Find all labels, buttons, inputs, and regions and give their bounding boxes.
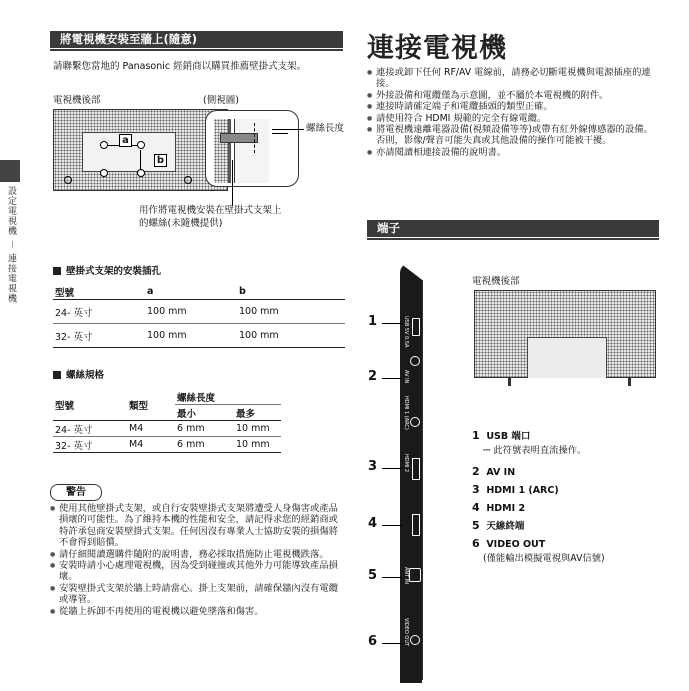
- usb-port-icon: [412, 318, 420, 336]
- hole-cell: 100 mm: [237, 300, 345, 324]
- hole-table-heading-text: 壁掛式支架的安裝插孔: [66, 266, 162, 277]
- connect-note: ● 外接設備和電纜僅為示意圖，並不屬於本電視機的附件。: [367, 90, 657, 101]
- port-label-video: VIDEO OUT: [403, 618, 409, 647]
- caption-leader-line: [232, 160, 233, 206]
- table-row: [53, 300, 345, 324]
- terminal-area: [527, 337, 607, 378]
- connect-note: ● 亦請閱讀相連接設備的說明書。: [367, 147, 657, 158]
- callout-3: 3: [368, 459, 378, 474]
- port-label-hdmi1: HDMI 1 (ARC): [403, 396, 409, 430]
- rear-view-label: 電視機後部: [53, 95, 101, 106]
- screw-length-marker: [254, 123, 256, 153]
- terminal-label: HDMI 1 (ARC): [486, 485, 559, 496]
- screw-cell: M4: [127, 421, 175, 437]
- terminal-num: 3: [472, 483, 480, 496]
- screw-col-length: 螺絲長度: [175, 389, 281, 405]
- hole-table-heading: [53, 263, 161, 277]
- screw-col-model: 型號: [53, 389, 127, 421]
- terminal-num: 1: [472, 429, 480, 442]
- terminal-label: USB 端口: [486, 431, 531, 442]
- connect-note: ● 將電視機遠離電器設備(視頻設備等等)或帶有紅外線傳感器的設備。否則，影像/聲音可能失真或其他設備的操作可能被干擾。: [367, 124, 657, 147]
- list-item: [472, 499, 605, 517]
- list-item: [472, 517, 605, 535]
- hole-cell: 32- 英寸: [53, 324, 145, 348]
- bracket: [228, 119, 231, 183]
- square-bullet-icon: [53, 371, 61, 379]
- mount-hole-icon: [137, 141, 145, 149]
- warning-item: ● 安裝壁掛式支架於牆上時請當心。掛上支架前，請確保牆內沒有電纜或導管。: [50, 583, 340, 606]
- terminal-label: 天線終端: [486, 521, 525, 532]
- terminal-num: 6: [472, 537, 480, 550]
- tv-rear-diagram: [53, 109, 228, 191]
- screw-col-max: 最多: [234, 405, 281, 421]
- terminals-header: 端子: [367, 220, 659, 237]
- hole-cell: 100 mm: [237, 324, 345, 348]
- screw-length-arrow: [272, 133, 288, 134]
- terminal-num: 4: [472, 501, 480, 514]
- diagram-caption-line1: 用作將電視機安裝在壁掛式支架上: [139, 205, 282, 216]
- screw-cell: M4: [127, 437, 175, 453]
- side-view-zoom: [205, 110, 299, 187]
- connect-notes: [367, 67, 657, 158]
- callout-4: 4: [368, 516, 378, 531]
- warning-badge: 警告: [50, 484, 102, 501]
- hole-cell: 100 mm: [145, 300, 237, 324]
- screw-cell: 6 mm: [175, 437, 234, 453]
- screw-table: [53, 389, 281, 453]
- mount-hole-icon: [100, 141, 108, 149]
- list-item: [472, 535, 605, 553]
- connect-note: ● 請使用符合 HDMI 規範的完全有線電纜。: [367, 113, 657, 124]
- tv-body-section: [234, 119, 269, 183]
- terminal-num: 5: [472, 519, 480, 532]
- hdmi1-port-icon: [412, 458, 420, 480]
- list-item: [472, 481, 605, 499]
- screw-length-label: 螺絲長度: [306, 123, 345, 134]
- warning-item: ● 請仔細閱讀選購件隨附的說明書，務必採取措施防止電視機跌落。: [50, 549, 340, 560]
- connect-note: ● 連接或卸下任何 RF/AV 電線前，請務必切斷電視機與電源插座的連接。: [367, 67, 657, 90]
- screw-col-type: 類型: [127, 389, 175, 421]
- mount-hole-icon: [137, 169, 145, 177]
- av-port-icon: [410, 356, 420, 366]
- stand-foot: [508, 378, 511, 386]
- av-jack-icon: [410, 417, 420, 427]
- screw-cell: 10 mm: [234, 421, 281, 437]
- screw-icon: [220, 133, 258, 143]
- wall-section: [214, 119, 228, 183]
- wall-mount-header: 將電視機安裝至牆上(隨意): [50, 31, 343, 48]
- dimension-a-label: a: [119, 134, 132, 147]
- screw-col-min: 最小: [175, 405, 234, 421]
- terminal-list: [472, 427, 605, 565]
- callout-line: [382, 643, 402, 644]
- screw-table-heading-text: 螺絲規格: [66, 370, 105, 381]
- screw-table-heading: [53, 367, 104, 381]
- callout-line: [382, 525, 402, 526]
- hole-cell: 24- 英寸: [53, 300, 145, 324]
- table-row: [53, 421, 281, 437]
- hole-col-a: a: [145, 284, 237, 300]
- warning-item: ● 從牆上拆卸不再使用的電視機以避免墜落和傷害。: [50, 606, 340, 617]
- callout-line: [382, 577, 402, 578]
- connect-note: ● 連接時請確定端子和電纜插頭的類型正確。: [367, 101, 657, 112]
- callout-line: [382, 323, 402, 324]
- dc-note: ⎓ 此符號表明直流操作。: [483, 445, 587, 456]
- list-item: [472, 463, 605, 481]
- square-bullet-icon: [53, 267, 61, 275]
- warning-item: ● 安裝時請小心處理電視機，因為受到碰撞或其他外力可能導致產品損壞。: [50, 560, 340, 583]
- callout-6: 6: [368, 634, 378, 649]
- terminal-label: HDMI 2: [486, 503, 526, 514]
- terminal-num: 2: [472, 465, 480, 478]
- screw-header-row-1: [53, 389, 281, 405]
- port-label-av: AV IN: [403, 370, 409, 384]
- screw-cell: 24- 英寸: [53, 421, 127, 437]
- dimension-b-label: b: [154, 154, 167, 167]
- stand-hole-icon: [64, 176, 72, 184]
- terminal-label: AV IN: [486, 467, 516, 478]
- side-tab-label: 設定電視機 － 連接電視機: [6, 186, 16, 304]
- callout-1: 1: [368, 314, 378, 329]
- port-label-ant: ANT IN: [403, 567, 409, 585]
- table-row: [53, 437, 281, 453]
- terminals-rear-label: 電視機後部: [472, 276, 520, 287]
- list-item: [472, 427, 605, 445]
- hole-col-model: 型號: [53, 284, 145, 300]
- warning-list: [50, 503, 340, 617]
- callout-5: 5: [368, 568, 378, 583]
- stand-hole-icon: [184, 176, 192, 184]
- antenna-port-icon: [409, 568, 421, 582]
- terminal-label: VIDEO OUT: [486, 539, 546, 550]
- tv-side-edge: [422, 280, 437, 680]
- table-row: [53, 324, 345, 348]
- stand-foot: [628, 378, 631, 386]
- hdmi2-port-icon: [412, 514, 420, 536]
- diagram-caption-line2: 的螺絲(未隨機提供): [139, 218, 223, 229]
- hole-table-header-row: [53, 284, 345, 300]
- tv-rear-thumbnail: [474, 290, 656, 378]
- video-out-note: (僅能輸出模擬電視與AV信號): [483, 553, 605, 564]
- warning-item: ● 使用其他壁掛式支架，或自行安裝壁掛式支架將遭受人身傷害或產品損壞的可能性。為了維持本機的性能和安全，請記得求您的經銷商或特許承包商安裝壁掛式支架。任何因沒有專業人士協助安裝的損傷將不會得到賠償。: [50, 503, 340, 549]
- side-view-label: (側視圖): [203, 95, 239, 106]
- hole-table: [53, 284, 345, 348]
- hole-cell: 100 mm: [145, 324, 237, 348]
- callout-2: 2: [368, 369, 378, 384]
- leader-line: [272, 129, 304, 130]
- port-label-usb: USB 5V 0.5A: [403, 316, 409, 348]
- side-tab-marker: [0, 160, 20, 182]
- hole-col-b: b: [237, 284, 345, 300]
- page-title: 連接電視機: [367, 33, 507, 64]
- callout-line: [382, 468, 402, 469]
- port-label-hdmi2: HDMI 2: [403, 454, 409, 473]
- callout-line: [382, 378, 402, 379]
- video-out-port-icon: [410, 635, 420, 645]
- wall-mount-intro: 請聯繫您當地的 Panasonic 經銷商以購買推薦壁掛式支架。: [53, 61, 307, 72]
- screw-cell: 6 mm: [175, 421, 234, 437]
- screw-cell: 10 mm: [234, 437, 281, 453]
- screw-cell: 32- 英寸: [53, 437, 127, 453]
- mount-hole-icon: [100, 169, 108, 177]
